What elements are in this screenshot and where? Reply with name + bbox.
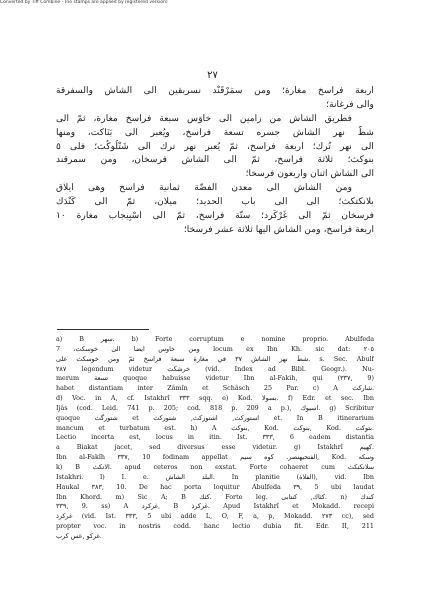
footnote-line: a) B سهر. b) Forte corruptum e nomine proprio. Abulfeda: [56, 335, 374, 343]
arabic-line: الى الشاش اثنان واربعون فرسخا؛: [245, 168, 374, 180]
footnote-line: Istakhri. l) I. e. البلد الشاش. In planitie (الفلاة), vid. Ibn: [56, 472, 374, 481]
footnote-line: شطّ نهر الشاش ٣٧ في مغارة سبعة فراسخ ثمّ ومن خوسكث على. s. Sec. Abulf: [56, 354, 374, 363]
footnote-rule: [57, 329, 149, 330]
arabic-line: بلانكتكث؛ الى الى باب الحديد؛ ميلان، ثمّ الى كَنْدَك: [56, 196, 374, 208]
arabic-line: اربعة فراسخ، ومن الشاش اليها ثلاثة عشر فرسخا؛: [183, 223, 374, 235]
footnote-line: Ijâs (cod. Leid. 741 p. 205; cod. 818 p. 209 a p.), اسيوك. g) Scribitur: [56, 403, 374, 412]
footnote-line: غركو ,عس كرب.: [56, 531, 102, 540]
footnote-line: ٣٣٩, 9. ss) A غركرد, B غركرذ. Apud Istakhrî et Mokadd. recepi: [56, 502, 374, 511]
arabic-line: والى فرغانة؛: [326, 98, 374, 110]
footnote-line: propter voc. in nostris codd. hanc lectio dubia fit. Edr. II, 211: [56, 522, 374, 531]
arabic-line: الى نهر تُرك؛ اربعة فراسخ، ثمّ يُعبر نهر ترك الى شَتْلُوكُث؛ فلى ٥: [56, 140, 374, 152]
footnote-line: habet distantiam inter Zâmîn et Schâsch 25 Par. c) A شاركث.: [56, 384, 374, 393]
footnote-line: a Biakat jacet, sed diversus esse videtur. g) Istakhrî كهيم.: [56, 443, 374, 452]
footnote-line: غركرذ (vid. Ist. ٣٣٣, 5 ubi adde L, O, F, a, p, Mokadd. ٢٧٣ cc), sed: [56, 512, 374, 521]
footnote-line: mancum et turbatum est. h) A بنوكث, Kod. بنوكت, Kod. بتوكث.: [56, 423, 374, 432]
footnote-line: Ibn al-Fakîh ٣٣٧, 10 fodinam appellat الفتحيهنصر. كوه سيم, Kod. وسكه: [56, 453, 374, 462]
arabic-line: شطّ نهر الشاش جسره تسعة فراسخ، ويُعبر الى بَنَاكت، ومنها: [56, 126, 374, 138]
arabic-line: اربعة فراسخ مغارة؛ ومن سمَرْقَنْد نسربقين الى الشاش والسفرقة: [56, 85, 374, 96]
footnote-line: ومن خاوس ايضا الى خوسكث، 7 locum ex Ibn Kh. sic dat: ٢٠٥: [56, 344, 374, 353]
footnote-line: d) Voc. in A, cf. Istakhrî ٣٣٣ sqq. e) Kod. بسولا. f) Edr. et sec. Ibn: [56, 394, 374, 403]
arabic-line: فطريق الشاش من زامين الى خاوَس سبعة فراسخ مغارة، ثمّ الى: [56, 112, 352, 124]
arabic-line: ومن الشاش الى معدن الفضّة ثمانية فراسخ وهى ايلاق: [56, 182, 352, 194]
arabic-line: بنوكث؛ ثلاثة فراسخ، ثمّ الى الشاش فرسخان، ومن سمرقند: [56, 154, 374, 166]
footnote-line: merum تسعة quoque habuisse videtur Ibn al-Fakih, qui (٣٣٧, 9): [56, 374, 374, 383]
page-number: ٢٧: [207, 70, 218, 81]
footnote-line: Haukal ٣٨٣, 10. De hac porta loquitur Abulfeda ٣٩, 5 ubi laudat: [56, 482, 374, 491]
arabic-line: فرسخان ثمّ الى غَرْكَرد؛ ستّة فراسخ، ثمّ الى اسْبِيجاب مغارة ١٠: [56, 210, 374, 222]
footnote-line: k) B الاتكث. apud ceteros non exstat. Forte cohaeret cum سلانكتكث: [56, 462, 374, 471]
footnote-line: Ibn Khord. m) Sic A; B كثك. Forte leg. كثاك, كنتابى. n) كندك: [56, 492, 374, 501]
arabic-body-text: [56, 84, 374, 237]
footnote-line: Lectio incerta est, locus in itin. Ist. ٣٣٣, 6 eadem distantia: [56, 433, 374, 442]
footnotes: [56, 335, 374, 542]
scan-banner: Converted by Tiff Combine - (no stamps are applied by registered version): [0, 0, 168, 5]
footnote-line: ٢٨٧ legendum videtur خرشكث (vid. Index ad Bibl. Geogr.). Nu-: [56, 364, 374, 373]
footnote-line: quoque شتورگث et استورکث, اشتورکث, شتوركث et. In B itinerarium: [56, 413, 374, 422]
